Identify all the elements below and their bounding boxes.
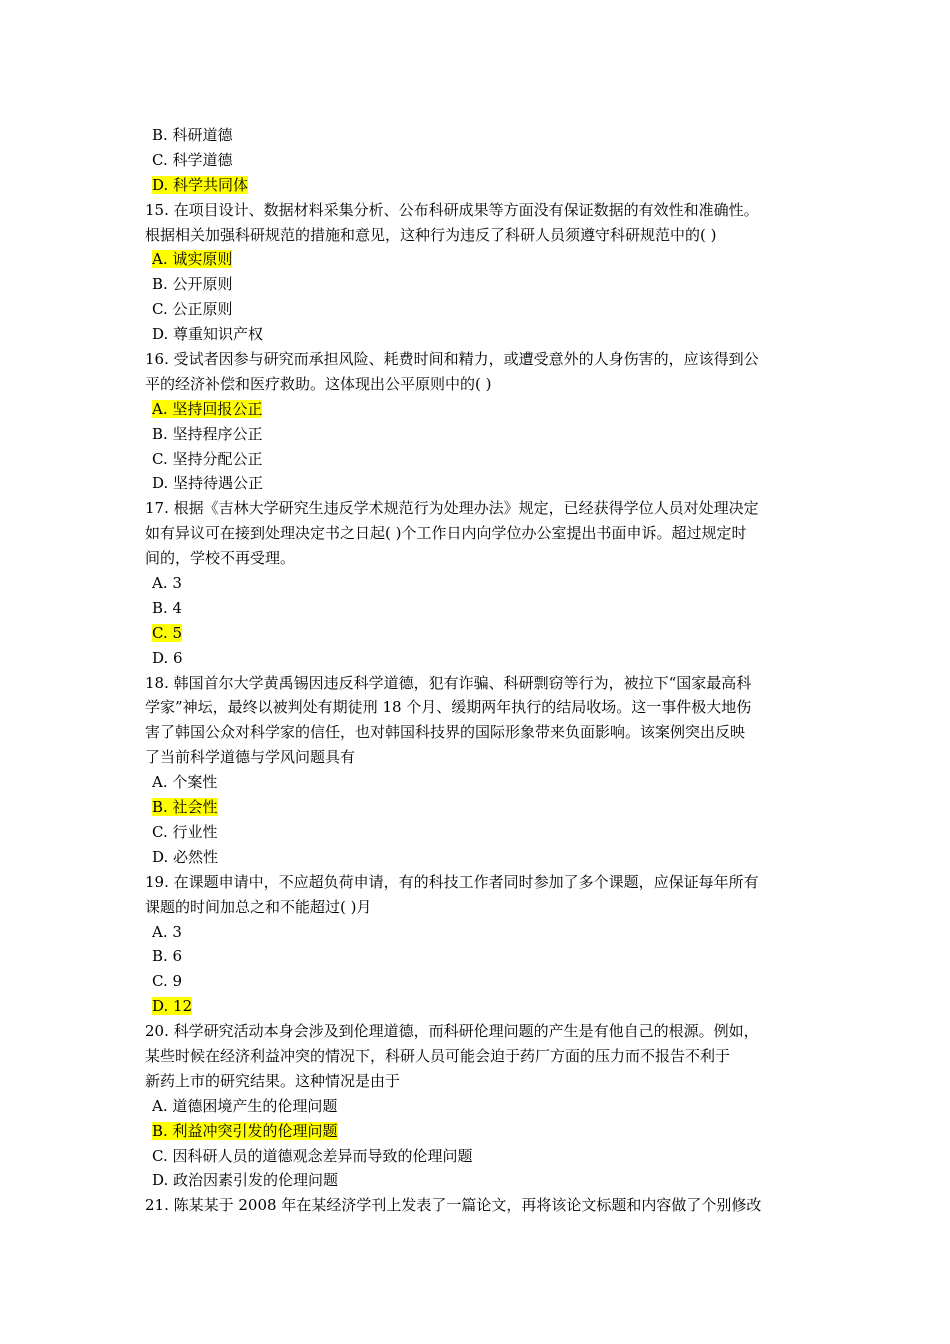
line-text: 20. 科学研究活动本身会涉及到伦理道德，而科研伦理问题的产生是有他自己的根源。例如， xyxy=(145,1022,759,1041)
answer-option-line xyxy=(145,621,810,646)
line-text: 间的，学校不再受理。 xyxy=(145,549,296,568)
line-text: A. 3 xyxy=(152,574,182,593)
question-line xyxy=(145,496,810,521)
line-text: 课题的时间加总之和不能超过( )月 xyxy=(145,897,372,916)
line-text: 如有异议可在接到处理决定书之日起( )个工作日内向学位办公室提出书面申诉。超过规定时 xyxy=(145,524,747,543)
line-text: D. 政治因素引发的伦理问题 xyxy=(152,1171,339,1190)
question-line xyxy=(145,372,810,397)
highlighted-answer-text: C. 5 xyxy=(152,623,183,642)
answer-option-line xyxy=(145,994,810,1019)
option-line xyxy=(145,447,810,472)
option-line xyxy=(145,969,810,994)
line-text: B. 公开原则 xyxy=(152,275,233,294)
option-line xyxy=(145,944,810,969)
line-text: D. 6 xyxy=(152,648,183,667)
question-line xyxy=(145,1069,810,1094)
line-text: D. 必然性 xyxy=(152,847,219,866)
highlighted-answer-text: B. 社会性 xyxy=(152,798,218,817)
option-line xyxy=(145,148,810,173)
option-line xyxy=(145,422,810,447)
option-line xyxy=(145,571,810,596)
line-text: 19. 在课题申请中，不应超负荷申请，有的科技工作者同时参加了多个课题，应保证每年所有 xyxy=(145,872,759,891)
option-line xyxy=(145,471,810,496)
line-text: 害了韩国公众对科学家的信任，也对韩国科技界的国际形象带来负面影响。该案例突出反映 xyxy=(145,723,746,742)
line-text: 根据相关加强科研规范的措施和意见，这种行为违反了科研人员须遵守科研规范中的( ) xyxy=(145,225,717,244)
option-line xyxy=(145,596,810,621)
question-line xyxy=(145,895,810,920)
option-line xyxy=(145,845,810,870)
question-line xyxy=(145,870,810,895)
document-page xyxy=(145,123,810,1218)
line-text: C. 科学道德 xyxy=(152,150,233,169)
line-text: A. 道德困境产生的伦理问题 xyxy=(152,1096,338,1115)
line-text: 18. 韩国首尔大学黄禹锡因违反科学道德，犯有诈骗、科研剽窃等行为，被拉下“国家最高科 xyxy=(145,673,752,692)
highlighted-answer-text: A. 坚持回报公正 xyxy=(152,399,263,418)
line-text: 学家”神坛，最终以被判处有期徒刑 18 个月、缓期两年执行的结局收场。这一事件极大地伤 xyxy=(145,698,752,717)
highlighted-answer-text: D. 12 xyxy=(152,997,193,1016)
question-line xyxy=(145,1019,810,1044)
line-text: B. 4 xyxy=(152,598,183,617)
line-text: C. 行业性 xyxy=(152,822,218,841)
answer-option-line xyxy=(145,397,810,422)
option-line xyxy=(145,1168,810,1193)
question-line xyxy=(145,223,810,248)
question-line xyxy=(145,745,810,770)
question-line xyxy=(145,347,810,372)
line-text: 16. 受试者因参与研究而承担风险、耗费时间和精力，或遭受意外的人身伤害的，应该得到公 xyxy=(145,350,759,369)
line-text: C. 公正原则 xyxy=(152,300,233,319)
answer-option-line xyxy=(145,247,810,272)
question-line xyxy=(145,1193,810,1218)
line-text: A. 个案性 xyxy=(152,773,218,792)
line-text: 新药上市的研究结果。这种情况是由于 xyxy=(145,1071,401,1090)
option-line xyxy=(145,1094,810,1119)
question-line xyxy=(145,198,810,223)
option-line xyxy=(145,297,810,322)
option-line xyxy=(145,920,810,945)
line-text: 21. 陈某某于 2008 年在某经济学刊上发表了一篇论文，再将该论文标题和内容做了个别修改 xyxy=(145,1196,762,1215)
option-line xyxy=(145,770,810,795)
line-text: C. 9 xyxy=(152,972,183,991)
question-line xyxy=(145,671,810,696)
line-text: C. 因科研人员的道德观念差异而导致的伦理问题 xyxy=(152,1146,473,1165)
line-text: D. 尊重知识产权 xyxy=(152,325,264,344)
line-text: 17. 根据《吉林大学研究生违反学术规范行为处理办法》规定，已经获得学位人员对处理决定 xyxy=(145,499,759,518)
question-line xyxy=(145,546,810,571)
question-line xyxy=(145,521,810,546)
line-text: 某些时候在经济利益冲突的情况下，科研人员可能会迫于药厂方面的压力而不报告不利于 xyxy=(145,1046,731,1065)
option-line xyxy=(145,646,810,671)
line-text: B. 科研道德 xyxy=(152,126,233,144)
highlighted-answer-text: B. 利益冲突引发的伦理问题 xyxy=(152,1121,338,1140)
line-text: C. 坚持分配公正 xyxy=(152,449,263,468)
line-text: A. 3 xyxy=(152,922,182,941)
option-line xyxy=(145,820,810,845)
answer-option-line xyxy=(145,1119,810,1144)
line-text: B. 6 xyxy=(152,947,183,966)
option-line xyxy=(145,322,810,347)
highlighted-answer-text: A. 诚实原则 xyxy=(152,250,233,269)
answer-option-line xyxy=(145,795,810,820)
line-text: D. 坚持待遇公正 xyxy=(152,474,264,493)
question-line xyxy=(145,1044,810,1069)
option-line xyxy=(145,272,810,297)
highlighted-answer-text: D. 科学共同体 xyxy=(152,175,249,194)
line-text: 了当前科学道德与学风问题具有 xyxy=(145,748,356,767)
line-text: B. 坚持程序公正 xyxy=(152,424,263,443)
answer-option-line xyxy=(145,173,810,198)
question-line xyxy=(145,720,810,745)
line-text: 15. 在项目设计、数据材料采集分析、公布科研成果等方面没有保证数据的有效性和准确性。 xyxy=(145,200,759,219)
option-line xyxy=(145,1144,810,1169)
option-line xyxy=(145,123,810,148)
line-text: 平的经济补偿和医疗救助。这体现出公平原则中的( ) xyxy=(145,374,492,393)
question-line xyxy=(145,695,810,720)
